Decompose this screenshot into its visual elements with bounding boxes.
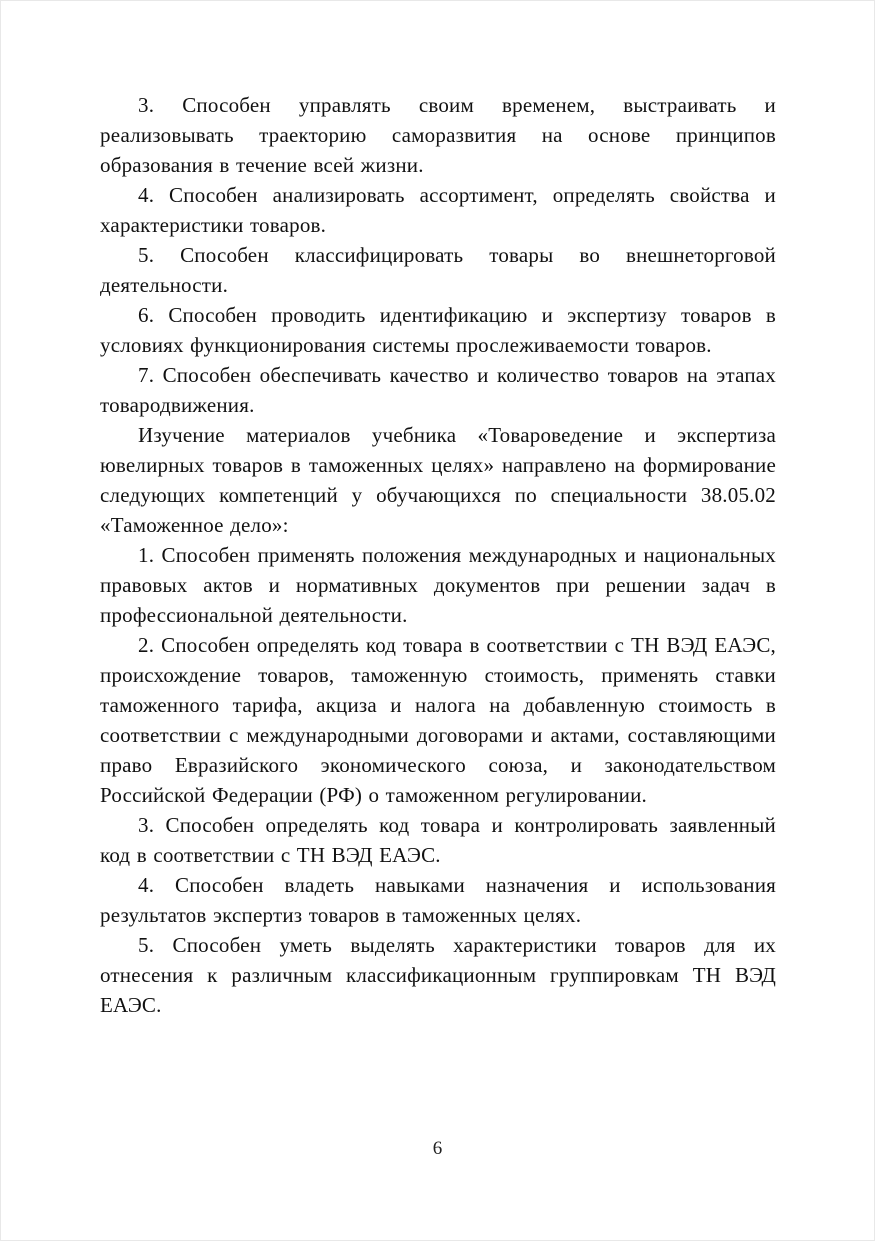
paragraph: 7. Способен обеспечивать качество и количество товаров на этапах товародвижения. — [100, 363, 776, 417]
paragraph: 3. Способен управлять своим временем, выстраивать и реализовывать траекторию саморазвития на основе принципов образования в течение всей жизни. — [100, 93, 776, 177]
paragraph: 2. Способен определять код товара в соответствии с ТН ВЭД ЕАЭС, происхождение товаров, таможенную стоимость, применять ставки таможенного тарифа, акциза и налога на добавленную стоимость в соответствии с международными договорами и актами, составляющими право Евразийского экономического союза, и законодательством Российской Федерации (РФ) о таможенном регулировании. — [100, 633, 776, 807]
paragraph: 4. Способен анализировать ассортимент, определять свойства и характеристики товаров. — [100, 183, 776, 237]
paragraph: 5. Способен классифицировать товары во внешнеторговой деятельности. — [100, 243, 776, 297]
page-text-block — [100, 90, 776, 1020]
paragraph: 6. Способен проводить идентификацию и экспертизу товаров в условиях функционирования системы прослеживаемости товаров. — [100, 303, 776, 357]
page-number: 6 — [432, 1138, 443, 1159]
paragraph: Изучение материалов учебника «Товароведение и экспертиза ювелирных товаров в таможенных целях» направлено на формирование следующих компетенций у обучающихся по специальности 38.05.02 «Таможенное дело»: — [100, 423, 776, 537]
paragraph: 4. Способен владеть навыками назначения и использования результатов экспертиз товаров в таможенных целях. — [100, 873, 776, 927]
paragraph: 5. Способен уметь выделять характеристики товаров для их отнесения к различным классификационным группировкам ТН ВЭД ЕАЭС. — [100, 933, 776, 1017]
paragraph: 1. Способен применять положения международных и национальных правовых актов и нормативных документов при решении задач в профессиональной деятельности. — [100, 543, 776, 627]
paragraph: 3. Способен определять код товара и контролировать заявленный код в соответствии с ТН ВЭД ЕАЭС. — [100, 813, 776, 867]
